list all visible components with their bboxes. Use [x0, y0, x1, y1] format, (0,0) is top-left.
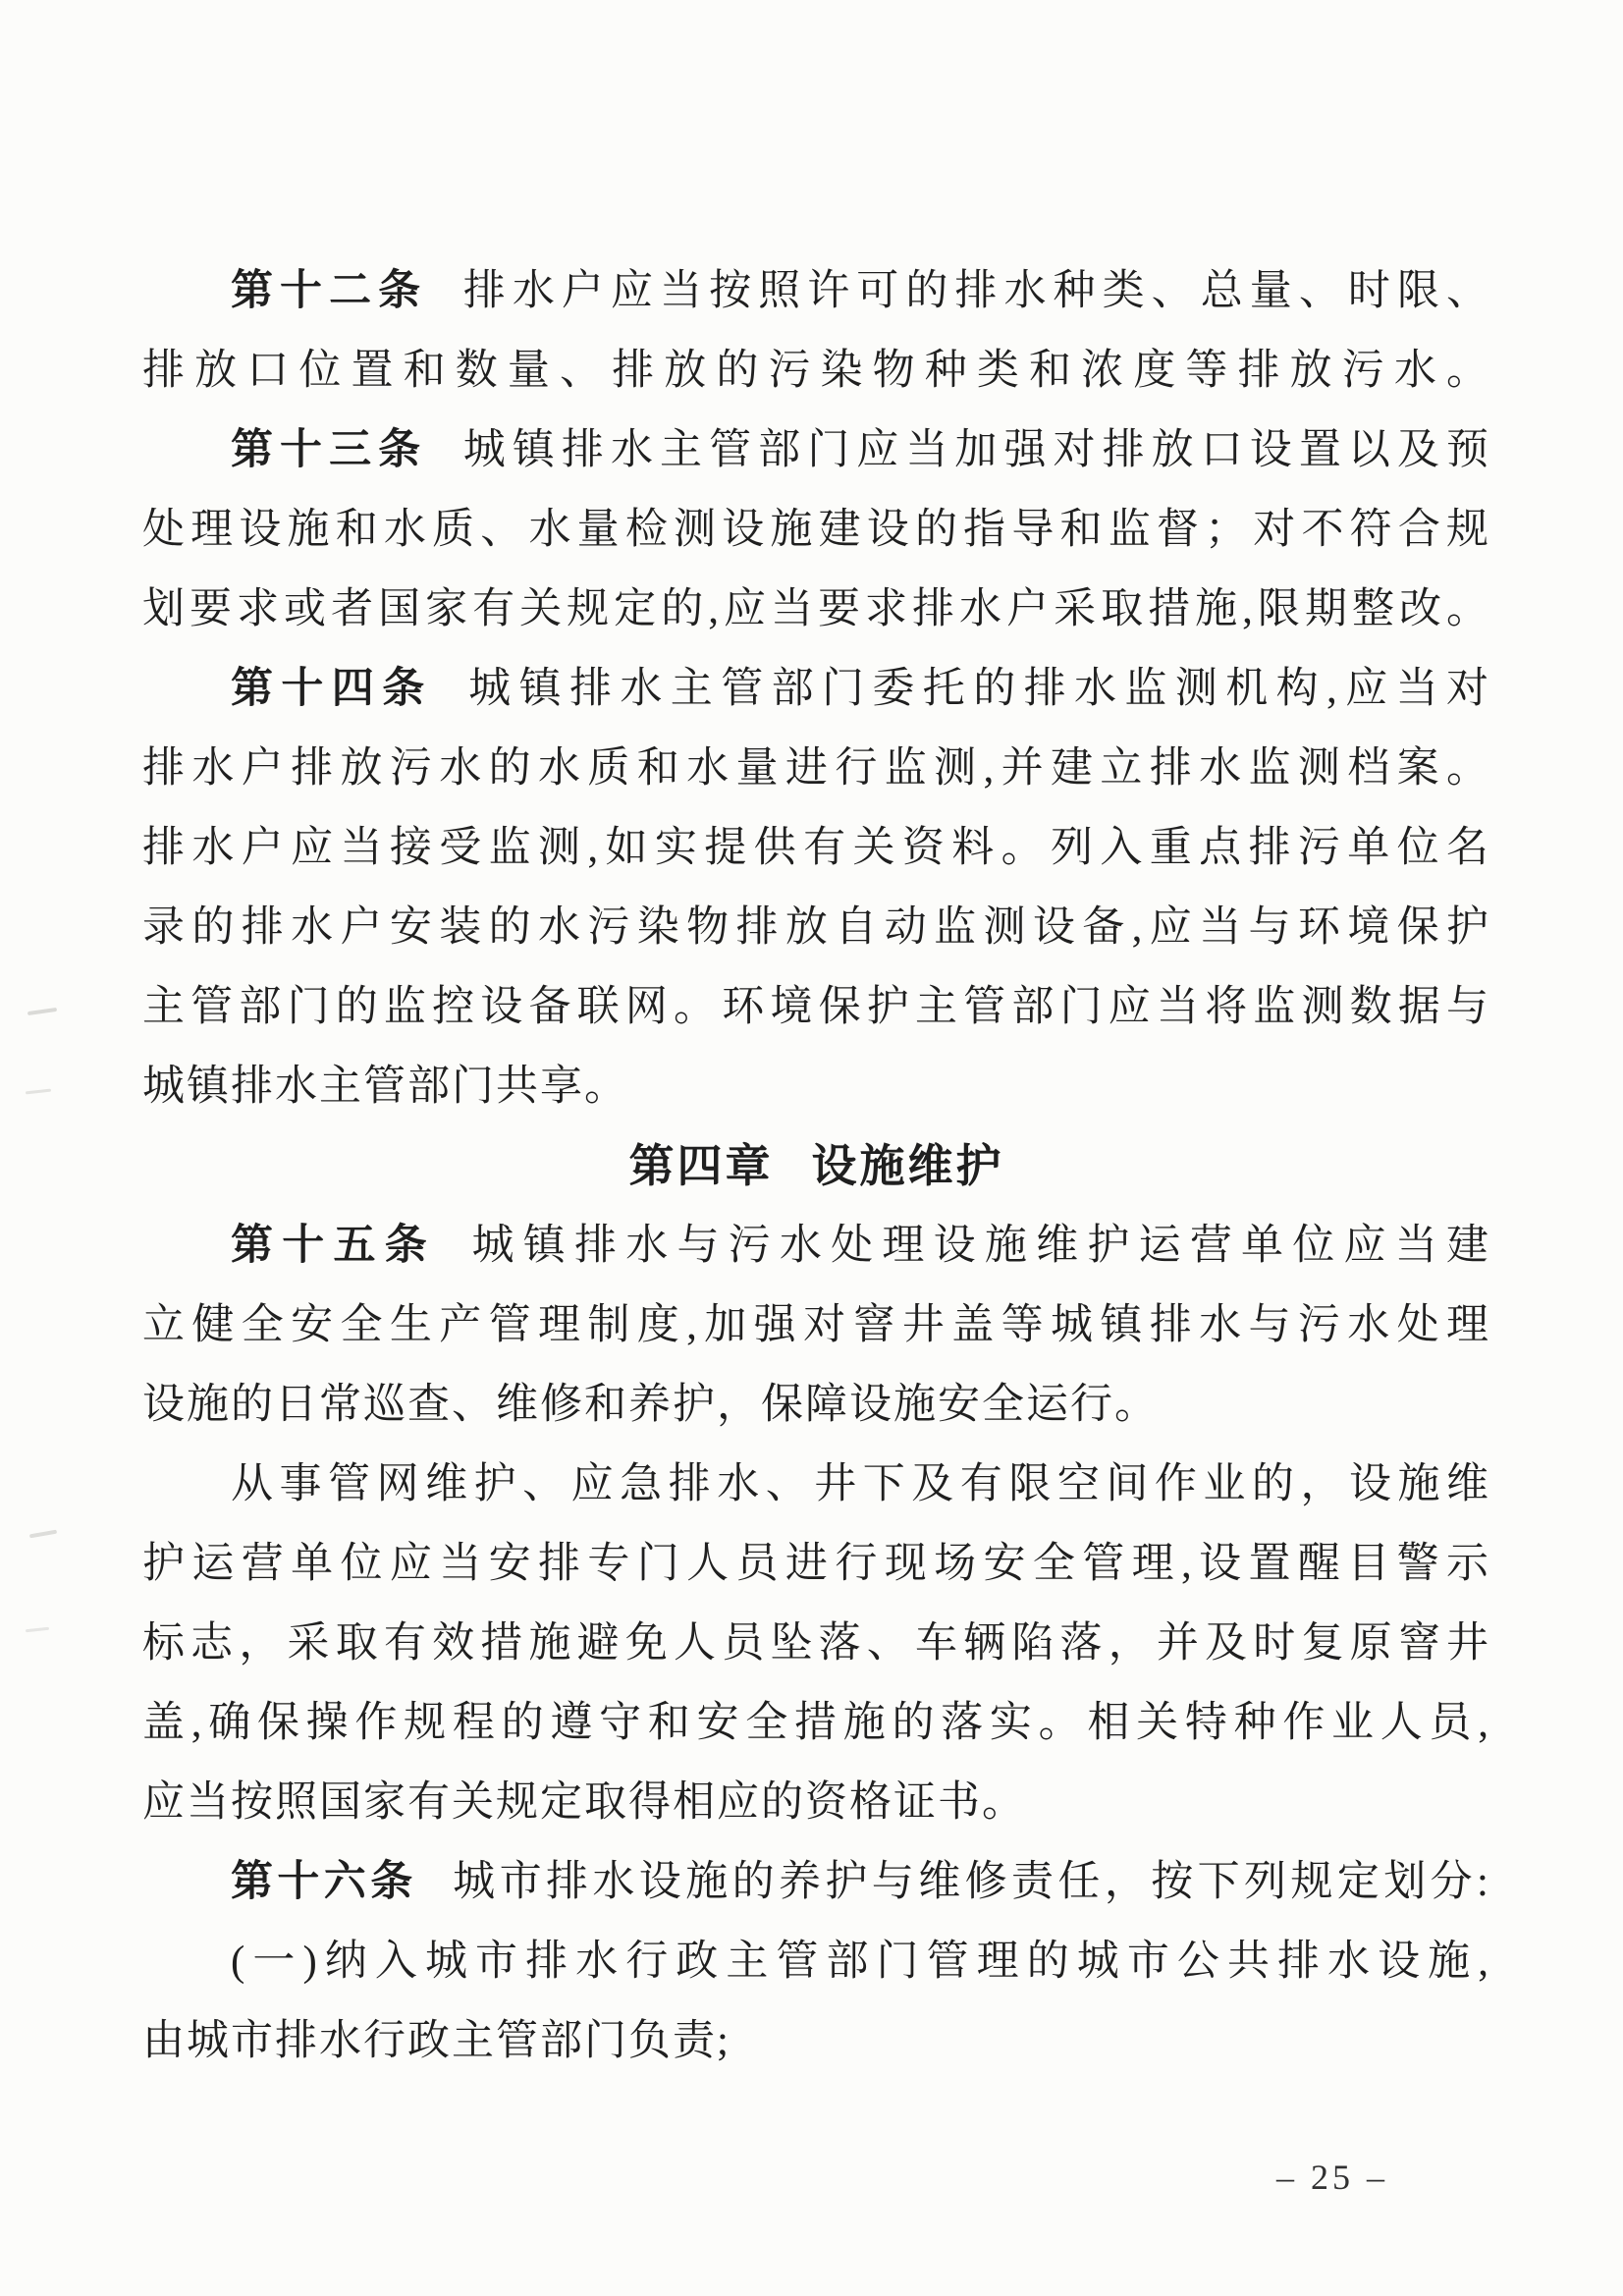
line-text: 标志，采取有效措施避免人员坠落、车辆陷落，并及时复原窨井	[142, 1620, 1490, 1667]
text-block	[142, 251, 1490, 2081]
line-text: 城镇排水主管部门共享。	[142, 1064, 628, 1110]
text-line	[142, 729, 1490, 808]
text-line	[142, 1842, 1490, 1922]
line-text: (一)纳入城市排水行政主管部门管理的城市公共排水设施,	[231, 1939, 1490, 1985]
line-text: 由城市排水行政主管部门负责;	[142, 2018, 730, 2064]
chapter-title: 设施维护	[811, 1140, 1004, 1191]
text-line	[142, 808, 1490, 888]
line-text: 录的排水户安装的水污染物排放自动监测设备,应当与环境保护	[142, 904, 1490, 951]
line-text: 划要求或者国家有关规定的,应当要求排水户采取措施,限期整改。	[142, 586, 1490, 632]
line-text: 排水户应当接受监测,如实提供有关资料。列入重点排污单位名	[142, 825, 1490, 871]
text-line	[142, 1365, 1490, 1445]
line-text: 城镇排水与污水处理设施维护运营单位应当建	[471, 1223, 1491, 1269]
paragraph-article-16	[142, 1842, 1490, 1922]
text-line	[142, 2001, 1490, 2081]
text-line	[142, 1285, 1490, 1365]
line-text: 护运营单位应当安排专门人员进行现场安全管理,设置醒目警示	[142, 1541, 1490, 1587]
text-line	[142, 331, 1490, 410]
line-text: 应当按照国家有关规定取得相应的资格证书。	[142, 1779, 1026, 1826]
margin-mark	[27, 1008, 57, 1015]
text-line	[142, 1683, 1490, 1763]
line-text: 城镇排水主管部门应当加强对排放口设置以及预	[462, 427, 1491, 473]
line-text: 处理设施和水质、水量检测设施建设的指导和监督；对不符合规	[142, 507, 1490, 553]
line-text: 设施的日常巡查、维修和养护，保障设施安全运行。	[142, 1382, 1159, 1428]
paragraph-article-12	[142, 251, 1490, 410]
line-text: 排水户应当按照许可的排水种类、总量、时限、	[462, 268, 1491, 314]
chapter-number: 第四章	[628, 1140, 774, 1191]
paragraph-article-13	[142, 410, 1490, 649]
line-text: 立健全安全生产管理制度,加强对窨井盖等城镇排水与污水处理	[142, 1302, 1490, 1348]
line-text: 排水户排放污水的水质和水量进行监测,并建立排水监测档案。	[142, 745, 1490, 792]
chapter-heading	[142, 1126, 1490, 1206]
text-line	[142, 649, 1490, 729]
line-text: 排放口位置和数量、排放的污染物种类和浓度等排放污水。	[142, 348, 1490, 394]
page-number: – 25 –	[1276, 2158, 1388, 2197]
margin-mark	[26, 1089, 51, 1095]
text-line	[142, 1922, 1490, 2001]
article-number: 第十四条	[231, 666, 433, 712]
article-number: 第十二条	[231, 268, 428, 314]
line-text: 城市排水设施的养护与维修责任，按下列规定划分:	[453, 1859, 1491, 1905]
article-number: 第十三条	[231, 427, 428, 473]
text-line	[142, 251, 1490, 331]
text-line	[142, 1604, 1490, 1683]
margin-mark	[29, 1530, 57, 1539]
line-text: 城镇排水主管部门委托的排水监测机构,应当对	[468, 666, 1491, 712]
text-line	[142, 410, 1490, 490]
text-line	[142, 967, 1490, 1047]
text-line	[142, 490, 1490, 570]
text-line	[142, 1047, 1490, 1126]
paragraph-item-1	[142, 1922, 1490, 2081]
line-text: 主管部门的监控设备联网。环境保护主管部门应当将监测数据与	[142, 984, 1490, 1030]
article-number: 第十五条	[231, 1223, 436, 1269]
article-number: 第十六条	[231, 1859, 417, 1905]
line-text: 从事管网维护、应急排水、井下及有限空间作业的，设施维	[231, 1461, 1490, 1507]
text-line	[142, 1763, 1490, 1842]
text-line	[142, 888, 1490, 967]
text-line	[142, 1445, 1490, 1524]
paragraph-article-14	[142, 649, 1490, 1126]
margin-mark	[26, 1627, 49, 1632]
text-line	[142, 1206, 1490, 1285]
paragraph-article-15	[142, 1206, 1490, 1445]
paragraph-safety	[142, 1445, 1490, 1842]
text-line	[142, 1524, 1490, 1604]
line-text: 盖,确保操作规程的遵守和安全措施的落实。相关特种作业人员,	[142, 1700, 1490, 1746]
text-line	[142, 570, 1490, 649]
